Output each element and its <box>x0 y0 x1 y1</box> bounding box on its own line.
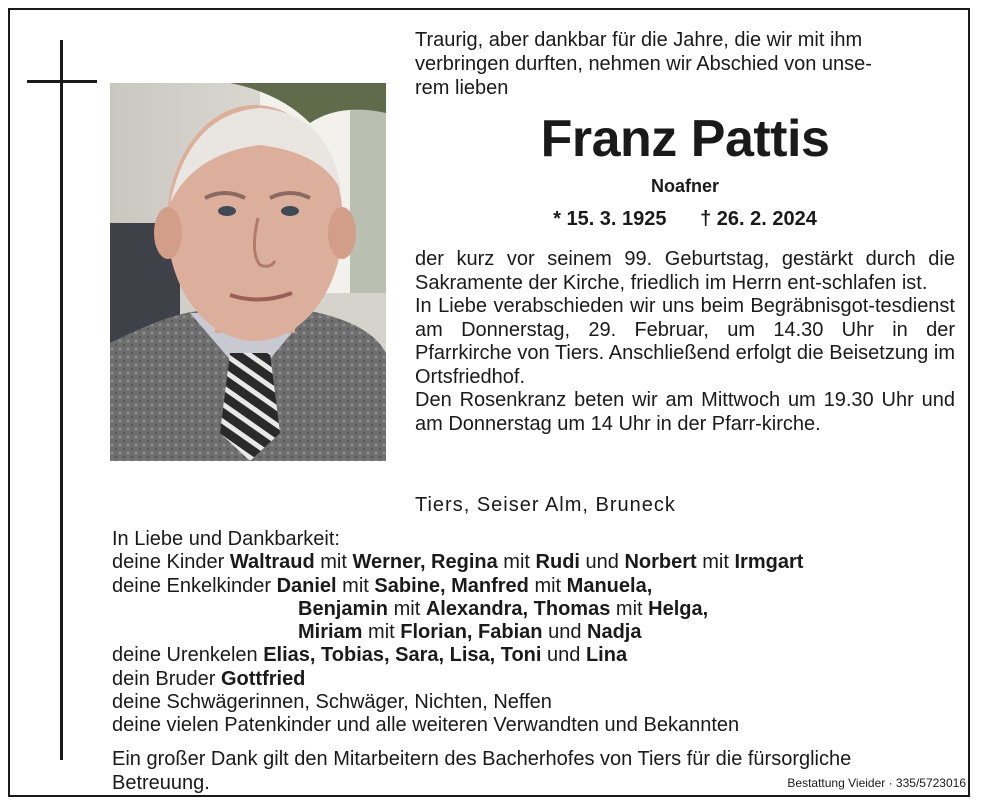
mourners-list <box>112 528 962 738</box>
body-paragraph: In Liebe verabschieden wir uns beim Begräbnisgot-tesdienst am Donnerstag, 29. Februar, um 14.30 Uhr in der Pfarrkirche von Tiers. Anschließend erfolgt die Beisetzung im Ortsfriedhof. <box>415 295 955 388</box>
thanks-line: Betreuung. <box>112 771 210 794</box>
mourners-heading: In Liebe und Dankbarkeit: <box>112 528 340 550</box>
children-row: deine Kinder Waltraud mit Werner, Regina mit Rudi und Norbert mit Irmgart <box>112 551 804 574</box>
intro-line: Traurig, aber dankbar für die Jahre, die wir mit ihm <box>415 29 863 51</box>
intro-line: verbringen durften, nehmen wir Abschied von unse- <box>415 53 872 75</box>
cross-icon <box>60 40 63 760</box>
place-names: Tiers, Seiser Alm, Bruneck <box>415 494 676 516</box>
notice-body <box>415 248 955 436</box>
in-laws-row: deine Schwägerinnen, Schwäger, Nichten, Neffen <box>112 691 552 714</box>
birth-date: * 15. 3. 1925 <box>553 208 667 230</box>
intro-line: rem lieben <box>415 77 509 99</box>
undertaker-credit: Bestattung Vieider · 335/5723016 <box>787 776 966 790</box>
grandchildren-row: deine Enkelkinder Daniel mit Sabine, Manfred mit Manuela, <box>112 574 653 597</box>
others-row: deine vielen Patenkinder und alle weiteren Verwandten und Bekannten <box>112 714 740 737</box>
portrait-photo <box>110 83 386 461</box>
life-dates <box>415 208 955 231</box>
grandchildren-row: Miriam mit Florian, Fabian und Nadja <box>298 621 642 644</box>
brother-row: dein Bruder Gottfried <box>112 667 306 690</box>
body-paragraph: der kurz vor seinem 99. Geburtstag, gestärkt durch die Sakramente der Kirche, friedlich im Herrn ent-schlafen ist. <box>415 248 955 294</box>
great-grandchildren-row: deine Urenkelen Elias, Tobias, Sara, Lisa, Toni und Lina <box>112 644 628 667</box>
nickname: Noafner <box>650 176 719 196</box>
grandchildren-row: Benjamin mit Alexandra, Thomas mit Helga, <box>298 597 709 620</box>
death-date: † 26. 2. 2024 <box>700 208 817 230</box>
thanks-line: Ein großer Dank gilt den Mitarbeitern des Bacherhofes von Tiers für die fürsorgliche <box>112 748 852 770</box>
deceased-name: Franz Pattis <box>540 110 830 168</box>
body-paragraph: Den Rosenkranz beten wir am Mittwoch um 19.30 Uhr und am Donnerstag um 14 Uhr in der Pfarr-kirche. <box>415 389 955 435</box>
cross-icon-bar <box>27 80 97 83</box>
intro-text <box>415 28 955 100</box>
